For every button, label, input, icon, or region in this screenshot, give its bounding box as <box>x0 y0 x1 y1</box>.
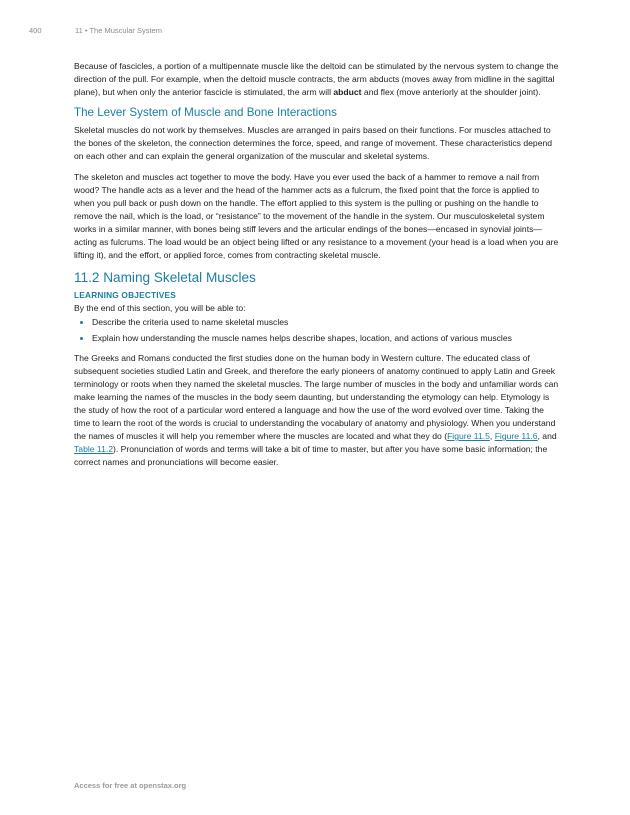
bullet-icon <box>80 321 83 324</box>
separator: , <box>489 431 495 442</box>
intro-paragraph <box>74 60 560 99</box>
learning-objectives-label: LEARNING OBJECTIVES <box>74 290 176 301</box>
footer-access-note: Access for free at openstax.org <box>74 781 187 790</box>
objectives-lead-in: By the end of this section, you will be able to: <box>74 303 246 314</box>
separator: , and <box>537 431 557 442</box>
running-head <box>29 26 162 35</box>
intro-text-end: and flex (move anteriorly at the shoulder joint). <box>361 87 541 98</box>
page-number: 400 <box>29 26 42 35</box>
objective-item <box>74 316 560 329</box>
module-body-paragraph <box>74 352 560 470</box>
module-body-text: The Greeks and Romans conducted the first studies done on the human body in Western culture. The educated class of subsequent societies studied Latin and Greek, and therefore the early pioneers of anatomy continued to apply Latin and Greek terminology or roots when they named the skeletal muscles. The large number of muscles in the body and unfamiliar words can make learning the names of the muscles in the body seem daunting, but understanding the etymology can help. Etymology is the study of how the root of a particular word entered a language and how the use of the word evolved over time. Taking the time to learn the root of the words is crucial to understanding the vocabulary of anatomy and physiology. When you understand the names of muscles it will help you remember where the muscles are located and what they do ( <box>74 352 559 442</box>
lever-paragraph-2: The skeleton and muscles act together to move the body. Have you ever used the back of a hammer to remove a nail from wood? The handle acts as a lever and the head of the hammer acts as a fulcrum, the fixed point that the force is applied to when you pull back or push down on the handle. The effort applied to this system is the pulling or pushing on the handle to remove the nail, which is the load, or “resistance” to the movement of the handle in the system. Our musculoskeletal system works in a similar manner, with bones being stiff levers and the articular endings of the bones—encased in synovial joints—acting as fulcrums. The load would be an object being lifted or any resistance to a movement (your head is a load when you are lifting it), and the effort, or applied force, comes from contracting skeletal muscle. <box>74 171 559 261</box>
intro-text: Because of fascicles, a portion of a multipennate muscle like the deltoid can be stimulated by the nervous system to change the direction of the pull. For example, when the deltoid muscle contracts, the arm abducts (moves away from midline in the sagittal plane), but when only the anterior fascicle is stimulated, the arm will <box>74 61 559 98</box>
intro-bold-term: abduct <box>333 87 362 98</box>
table-11-2-link[interactable]: Table 11.2 <box>74 444 114 455</box>
objectives-list <box>74 316 560 344</box>
module-title: 11.2 Naming Skeletal Muscles <box>74 270 256 286</box>
chapter-title: 11 • The Muscular System <box>75 26 162 35</box>
figure-11-5-link[interactable]: Figure 11.5 <box>447 431 490 442</box>
lever-section-title: The Lever System of Muscle and Bone Interactions <box>74 106 337 120</box>
page-content <box>74 60 560 476</box>
objective-text: Explain how understanding the muscle names helps describe shapes, location, and actions of various muscles <box>92 332 512 343</box>
objective-text: Describe the criteria used to name skeletal muscles <box>92 317 289 328</box>
lever-paragraph-1: Skeletal muscles do not work by themselves. Muscles are arranged in pairs based on their functions. For muscles attached to the bones of the skeleton, the connection determines the force, speed, and range of movement. These characteristics depend on each other and can explain the general organization of the muscular and skeletal systems. <box>74 125 553 162</box>
module-body-text-end: ). Pronunciation of words and terms will take a bit of time to master, but after you have some basic information; the correct names and pronunciations will become easier. <box>74 444 548 468</box>
bullet-icon <box>80 337 83 340</box>
objective-item <box>74 332 560 345</box>
figure-11-6-link[interactable]: Figure 11.6 <box>494 431 538 442</box>
